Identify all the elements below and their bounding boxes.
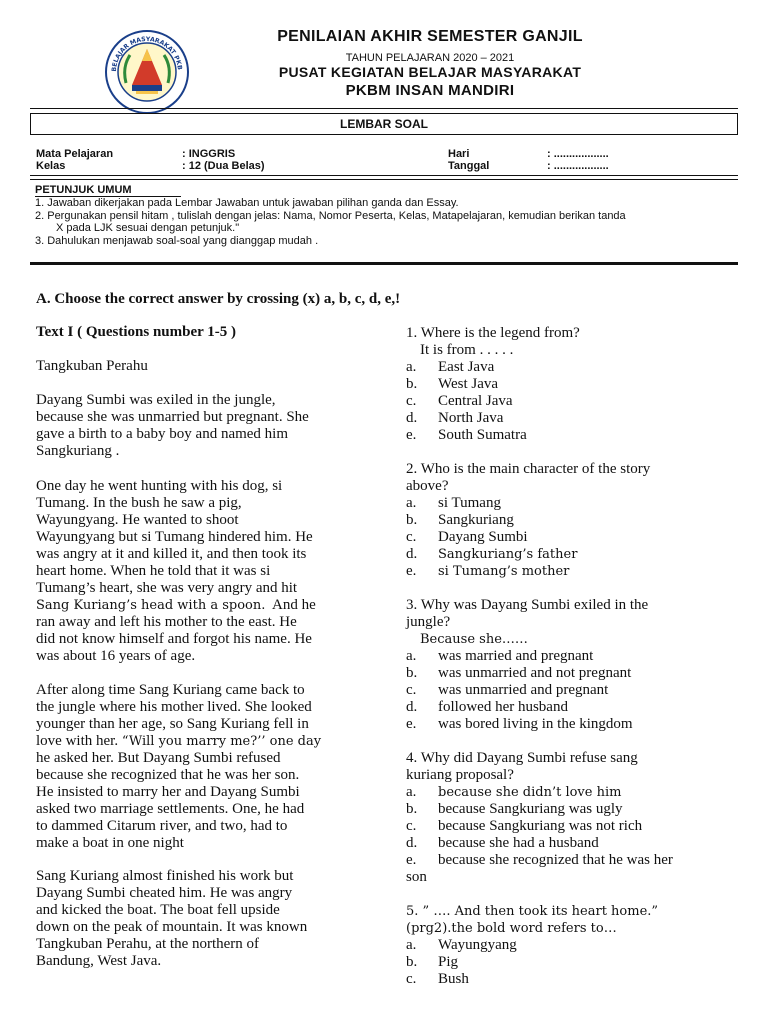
paragraph-1: Dayang Sumbi was exiled in the jungle, because she was unmarried but pregnant. She gave a birth to a baby boy and named him Sangkuriang . (36, 392, 309, 459)
question-1-options (406, 359, 736, 444)
option-d[interactable]: d. North Java (406, 410, 504, 426)
option-d[interactable]: d. Sangkuriang’s father (406, 546, 578, 562)
instruction-item: X pada LJK sesuai dengan petunjuk." (56, 222, 240, 234)
date-value: : .................. (547, 160, 609, 172)
question-1: 1. Where is the legend from? It is from . . . . . (406, 325, 580, 358)
option-c[interactable]: c. Bush (406, 971, 469, 987)
instruction-item: 1. Jawaban dikerjakan pada Lembar Jawaban untuk jawaban pilihan ganda dan Essay. (35, 197, 459, 209)
option-a[interactable]: a. because she didn’t love him (406, 784, 622, 800)
question-3-options (406, 648, 736, 733)
option-c[interactable]: c. Central Java (406, 393, 513, 409)
day-value: : .................. (547, 148, 609, 160)
question-2-options (406, 495, 736, 580)
date-label: Tanggal (448, 160, 490, 172)
option-d[interactable]: d. followed her husband (406, 699, 568, 715)
option-e[interactable]: e. because she recognized that he was her (406, 852, 673, 868)
option-c[interactable]: c. Dayang Sumbi (406, 529, 528, 545)
institution-name: PKBM INSAN MANDIRI (345, 82, 515, 99)
instruction-item: 2. Pergunakan pensil hitam , tulislah dengan jelas: Nama, Nomor Peserta, Kelas, Matapelajaran, kemudian berikan tanda (35, 210, 626, 222)
header-divider (30, 108, 738, 109)
option-e[interactable]: e. si Tumang’s mother (406, 563, 570, 579)
question-2: 2. Who is the main character of the story above? (406, 461, 651, 494)
option-c[interactable]: c. because Sangkuriang was not rich (406, 818, 643, 834)
class-label: Kelas (36, 160, 66, 172)
text-title: Tangkuban Perahu (36, 358, 148, 374)
option-a[interactable]: a. si Tumang (406, 495, 501, 511)
subject-label: Mata Pelajaran (36, 148, 114, 160)
paragraph-4: Sang Kuriang almost finished his work but Dayang Sumbi cheated him. He was angry and kicked the boat. The boat fell upside down on the peak of mountain. It was known Tangkuban Perahu, at the northern of Bandung, West Java. (36, 868, 308, 969)
paragraph-2: One day he went hunting with his dog, si Tumang. In the bush he saw a pig, Wayungyang. He wanted to shoot Wayungyang but si Tumang hindered him. He was angry at it and killed it, and then took its heart home. When he told that it was si Tumang’s heart, she was very angry and hit Sang Kuriang’s head with a spoon. And he ran away and left his mother to the east. He did not know himself and forgot his name. He was about 16 years of age. (36, 478, 316, 664)
option-a[interactable]: a. East Java (406, 359, 495, 375)
option-b[interactable]: b. Sangkuriang (406, 512, 514, 528)
option-e[interactable]: e. was bored living in the kingdom (406, 716, 633, 732)
info-divider-bottom (30, 179, 738, 180)
option-d[interactable]: d. because she had a husband (406, 835, 599, 851)
exam-title: PENILAIAN AKHIR SEMESTER GANJIL (277, 28, 583, 45)
option-a[interactable]: a. was married and pregnant (406, 648, 594, 664)
academic-year: TAHUN PELAJARAN 2020 – 2021 (345, 52, 515, 64)
instruction-item: 3. Dahulukan menjawab soal-soal yang dianggap mudah . (35, 235, 319, 247)
option-c[interactable]: c. was unmarried and pregnant (406, 682, 609, 698)
question-5-options (406, 937, 736, 988)
option-a[interactable]: a. Wayungyang (406, 937, 517, 953)
general-instructions-title: PETUNJUK UMUM (35, 184, 132, 196)
paragraph-3: After along time Sang Kuriang came back to the jungle where his mother lived. She looked younger than her age, so Sang Kuriang fell in love with her. “Will you marry me?’’ one day he asked her. But Dayang Sumbi refused because she recognized that he was her son. He insisted to marry her and Dayang Sumbi asked two marriage settlements. One, he had to dammed Citarum river, and two, had to make a boat in one night (36, 682, 322, 851)
sheet-title: LEMBAR SOAL (340, 117, 428, 131)
option-e[interactable]: e. South Sumatra (406, 427, 527, 443)
text-heading: Text I ( Questions number 1-5 ) (36, 324, 237, 340)
day-label: Hari (448, 148, 470, 160)
svg-text:PUSAT KEGIATAN BELAJAR MASYARA: BELAJAR MASYARAKAT PKB (110, 35, 183, 72)
option-b[interactable]: b. West Java (406, 376, 499, 392)
pkbm-logo (104, 29, 190, 115)
question-4-option-e-continued: son (406, 869, 427, 885)
option-b[interactable]: b. was unmarried and not pregnant (406, 665, 632, 681)
institution-type: PUSAT KEGIATAN BELAJAR MASYARAKAT (278, 64, 582, 80)
subject-value: : INGGRIS (182, 148, 236, 160)
class-value: : 12 (Dua Belas) (182, 160, 265, 172)
question-3: 3. Why was Dayang Sumbi exiled in the jungle? Because she…… (406, 597, 649, 647)
question-5: 5. ” …. And then took its heart home.” (prg2).the bold word refers to… (406, 904, 659, 936)
section-divider (30, 262, 738, 265)
info-divider-top (30, 175, 738, 176)
question-4-options (406, 784, 736, 869)
section-instruction: A. Choose the correct answer by crossing (x) a, b, c, d, e,! (36, 291, 401, 307)
option-b[interactable]: b. Pig (406, 954, 459, 970)
question-4: 4. Why did Dayang Sumbi refuse sang kuriang proposal? (406, 750, 638, 783)
option-b[interactable]: b. because Sangkuriang was ugly (406, 801, 623, 817)
